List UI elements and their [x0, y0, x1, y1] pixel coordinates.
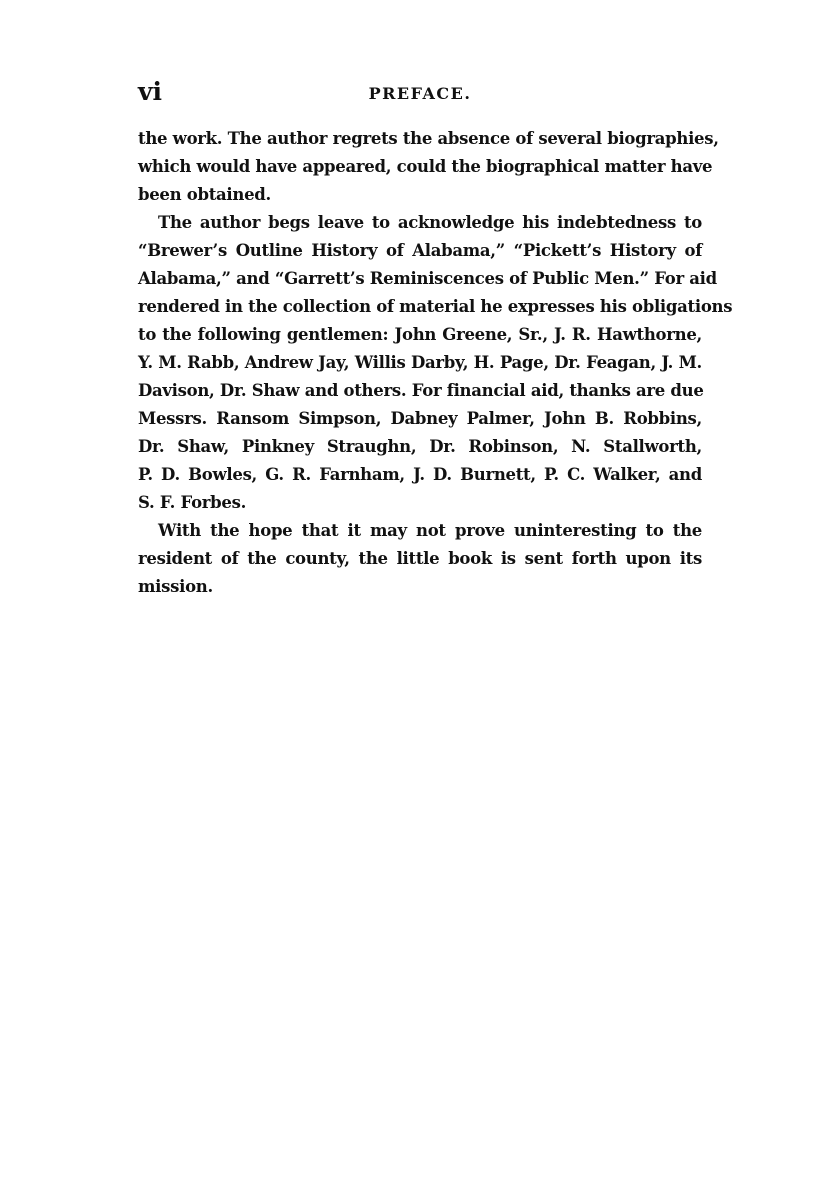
text-line: The author begs leave to acknowledge his indebtedness to: [158, 213, 702, 232]
text-line: the work. The author regrets the absence of several biographies,: [138, 129, 719, 148]
text-line: With the hope that it may not prove uninteresting to the: [158, 521, 702, 540]
text-line: S. F. Forbes.: [138, 493, 247, 512]
text-line: Alabama,” and “Garrett’s Reminiscences of Public Men.” For aid: [138, 269, 717, 288]
text-line: Messrs. Ransom Simpson, Dabney Palmer, John B. Robbins,: [138, 409, 702, 428]
text-line: to the following gentlemen: John Greene, Sr., J. R. Hawthorne,: [138, 325, 702, 344]
text-line: mission.: [138, 577, 213, 596]
text-line: Davison, Dr. Shaw and others. For financial aid, thanks are due: [138, 381, 704, 400]
running-head: [138, 78, 702, 110]
running-title: PREFACE.: [368, 84, 472, 103]
text-line: which would have appeared, could the biographical matter have: [138, 157, 713, 176]
paragraph-2: [138, 209, 733, 517]
page-number: vi: [138, 77, 163, 106]
paragraph-3: [138, 517, 702, 601]
preface-text: [138, 125, 733, 601]
paragraph-1: [138, 125, 719, 209]
text-line: been obtained.: [138, 185, 271, 204]
text-line: Dr. Shaw, Pinkney Straughn, Dr. Robinson, N. Stallworth,: [138, 437, 702, 456]
text-line: rendered in the collection of material he expresses his obligations: [138, 297, 733, 316]
text-line: Y. M. Rabb, Andrew Jay, Willis Darby, H. Page, Dr. Feagan, J. M.: [138, 353, 702, 372]
text-line: P. D. Bowles, G. R. Farnham, J. D. Burnett, P. C. Walker, and: [138, 465, 702, 484]
text-line: “Brewer’s Outline History of Alabama,” “Pickett’s History of: [138, 241, 702, 260]
text-line: resident of the county, the little book is sent forth upon its: [138, 549, 702, 568]
